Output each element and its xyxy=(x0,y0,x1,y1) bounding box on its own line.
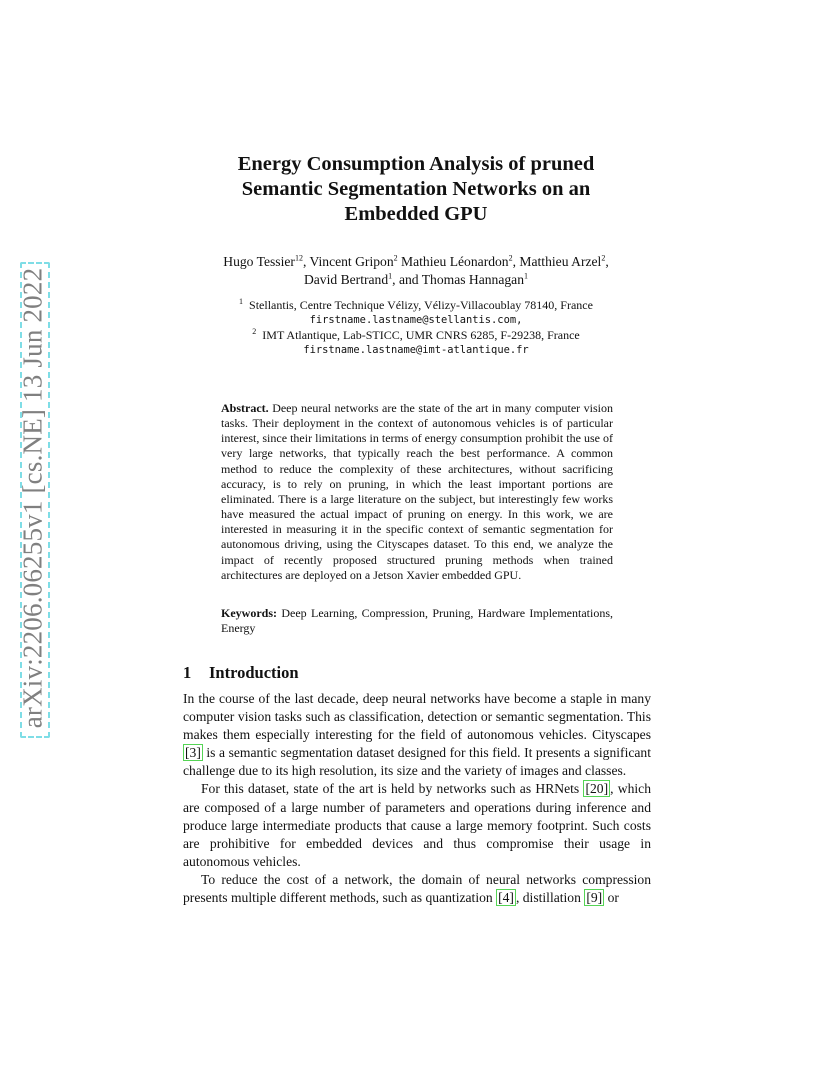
paragraph-text: , distillation xyxy=(515,890,585,906)
affiliations xyxy=(183,298,649,358)
affiliation xyxy=(183,298,649,313)
affiliation-mark: 1 xyxy=(239,297,244,306)
title-line: Semantic Segmentation Networks on an xyxy=(241,178,591,200)
author-affil-mark: 1 xyxy=(388,271,393,281)
affiliation-text: IMT Atlantique, Lab-STICC, UMR CNRS 6285, F-29238, France xyxy=(262,328,580,342)
citation-number: 20 xyxy=(589,781,604,797)
citation-link[interactable]: [9] xyxy=(586,890,603,906)
body-text xyxy=(183,690,651,907)
author-name: Mathieu Léonardon xyxy=(397,254,509,269)
affiliation-email[interactable]: firstname.lastname@imt-atlantique.fr xyxy=(303,344,529,356)
citation-link[interactable]: [3] xyxy=(185,745,201,761)
section-number: 1 xyxy=(183,663,192,682)
title-line: Embedded GPU xyxy=(344,203,488,225)
paragraph-text: To reduce the cost of a network, the domain of neural networks compression presents multiple different methods, such as quantization xyxy=(183,871,651,906)
author-affil-mark: 2 xyxy=(508,253,513,263)
affiliation-text: Stellantis, Centre Technique Vélizy, Vélizy-Villacoublay 78140, France xyxy=(249,298,593,312)
citation-link[interactable]: [20] xyxy=(585,781,609,797)
affiliation xyxy=(183,328,649,343)
paragraph xyxy=(183,871,651,907)
author-line xyxy=(183,253,649,271)
author-affil-mark: 1 xyxy=(524,271,529,281)
affiliation-email[interactable]: firstname.lastname@stellantis.com, xyxy=(309,314,523,326)
citation-number: 9 xyxy=(590,890,598,906)
paragraph-text: For this dataset, state of the art is held by networks such as HRNets xyxy=(201,781,584,797)
paragraph-text: or xyxy=(604,890,619,906)
paragraph xyxy=(183,780,651,870)
author-name: , and Thomas Hannagan xyxy=(392,272,525,287)
abstract-text: Deep neural networks are the state of the art in many computer vision tasks. Their deployment in the context of autonomous vehicles is of particular interest, since their limitations in terms of energy consumption prohibit the use of very large networks, that typically reach the best performance. A common method to reduce the complexity of these architectures, without sacrificing accuracy, is to rely on pruning, in which the least important portions are eliminated. There is a large literature on the subject, but interestingly few works have measured the actual impact of pruning on energy. In this work, we are interested in measuring it in the specific context of semantic segmentation for autonomous driving, using the Cityscapes dataset. To this end, we analyze the impact of recently proposed structured pruning methods when trained architectures are deployed on a Jetson Xavier embedded GPU. xyxy=(221,401,613,582)
author-separator: , xyxy=(605,254,609,269)
paragraph-text: is a semantic segmentation dataset designed for this field. It presents a significant challenge due to its high resolution, its size and the variety of images and classes. xyxy=(183,745,651,779)
author-name: , Vincent Gripon xyxy=(302,254,394,269)
abstract xyxy=(221,401,613,583)
paragraph xyxy=(183,690,651,780)
arxiv-identifier[interactable]: arXiv:2206.06255v1 [cs.NE] 13 Jun 2022 xyxy=(17,267,48,729)
author-name: Hugo Tessier xyxy=(223,254,295,269)
author-name: , Matthieu Arzel xyxy=(512,254,602,269)
citation-number: 4 xyxy=(502,890,510,906)
keywords-text: Deep Learning, Compression, Pruning, Hardware Implementations, Energy xyxy=(221,606,614,636)
author-line xyxy=(183,271,649,289)
abstract-label: Abstract. xyxy=(221,401,269,415)
author-list xyxy=(183,253,649,289)
section-heading xyxy=(183,663,299,683)
paper-title xyxy=(183,152,649,227)
author-name: David Bertrand xyxy=(303,272,389,287)
citation-number: 3 xyxy=(189,745,197,761)
paragraph-text: , which are composed of a large number of parameters and operations during inference and produce large intermediate products that cause a large memory footprint. Such costs are prohibitive for embedded devices and thus compromise their usage in autonomous vehicles. xyxy=(183,781,651,869)
author-affil-mark: 12 xyxy=(294,253,303,263)
paragraph-text: In the course of the last decade, deep neural networks have become a staple in many computer vision tasks such as classification, detection or semantic segmentation. This makes them especially interesting for the field of autonomous vehicles. Cityscapes xyxy=(183,691,651,743)
keywords-label: Keywords: xyxy=(221,606,277,620)
author-affil-mark: 2 xyxy=(393,253,398,263)
title-line: Energy Consumption Analysis of pruned xyxy=(237,153,595,175)
affiliation-mark: 2 xyxy=(252,327,257,336)
author-affil-mark: 2 xyxy=(601,253,606,263)
keywords xyxy=(221,606,613,636)
section-title: Introduction xyxy=(209,663,299,682)
citation-link[interactable]: [4] xyxy=(498,890,514,906)
